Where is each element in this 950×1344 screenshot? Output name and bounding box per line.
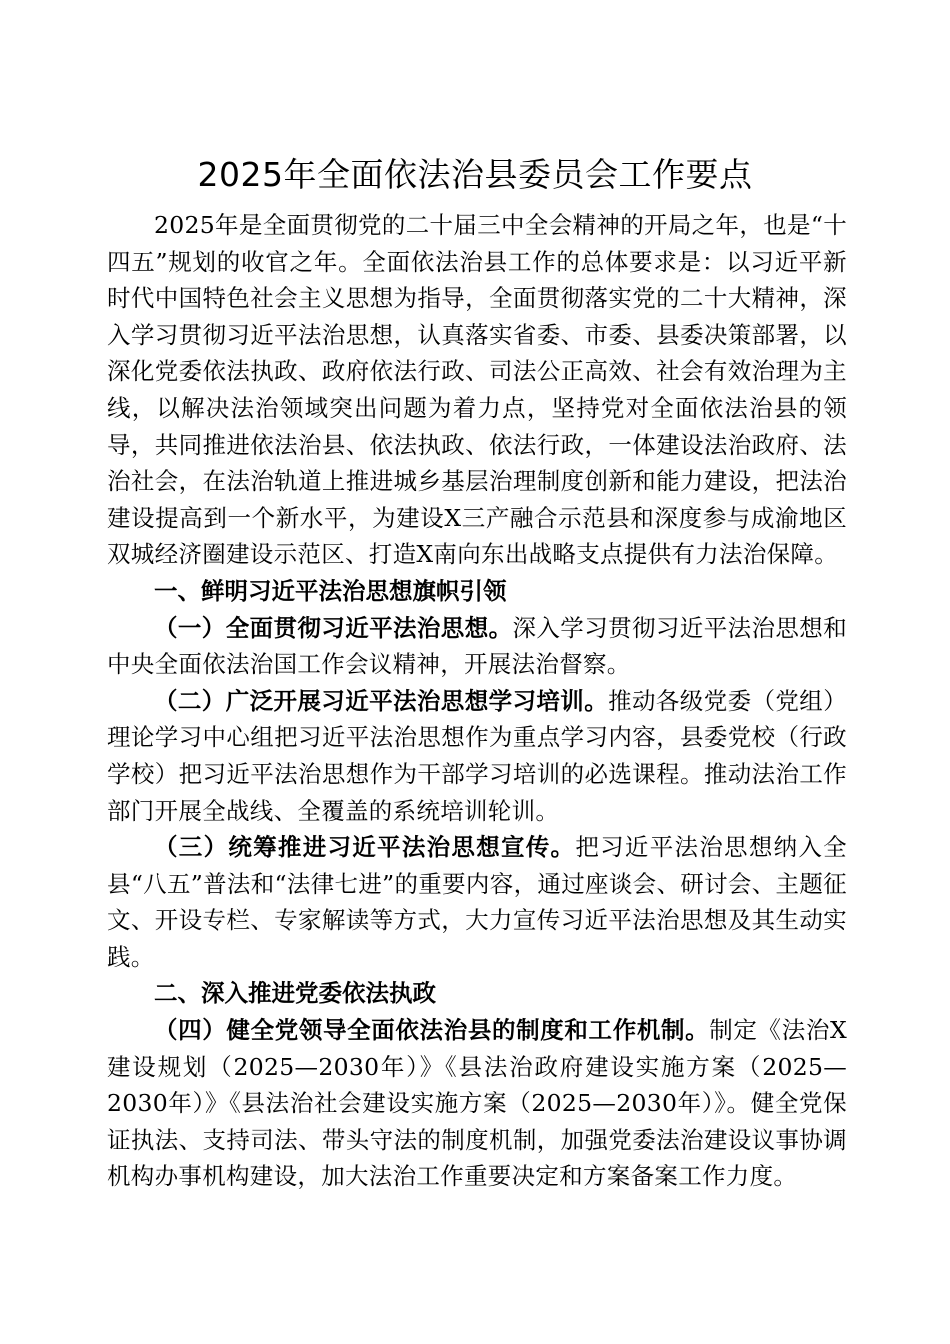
item-text-4: 制定《法治X建设规划（2025—2030年）》《县法治政府建设实施方案（2025—2030年）》《县法治社会建设实施方案（2025—2030年）》。健全党保证执法、支持司法、带头守法的制度机制，加强党委法治建设议事协调机构办事机构建设，加大法治工作重要决定和方案备案工作力度。 xyxy=(107,1016,848,1191)
item-lead-2: （二）广泛开展习近平法治思想学习培训。 xyxy=(154,686,609,715)
document-body xyxy=(107,207,847,1195)
item-paragraph-1 xyxy=(107,610,847,683)
item-lead-4: （四）健全党领导全面依法治县的制度和工作机制。 xyxy=(154,1016,710,1045)
item-paragraph-3 xyxy=(107,829,847,975)
item-lead-3: （三）统筹推进习近平法治思想宣传。 xyxy=(154,833,576,862)
item-lead-1: （一）全面贯彻习近平法治思想。 xyxy=(154,613,513,642)
item-paragraph-4 xyxy=(107,1012,847,1195)
intro-paragraph: 2025年是全面贯彻党的二十届三中全会精神的开局之年，也是“十四五”规划的收官之年。全面依法治县工作的总体要求是：以习近平新时代中国特色社会主义思想为指导，全面贯彻落实党的二十大精神，深入学习贯彻习近平法治思想，认真落实省委、市委、县委决策部署，以深化党委依法执政、政府依法行政、司法公正高效、社会有效治理为主线，以解决法治领域突出问题为着力点，坚持党对全面依法治县的领导，共同推进依法治县、依法执政、依法行政，一体建设法治政府、法治社会，在法治轨道上推进城乡基层治理制度创新和能力建设，把法治建设提高到一个新水平，为建设X三产融合示范县和深度参与成渝地区双城经济圈建设示范区、打造X南向东出战略支点提供有力法治保障。 xyxy=(107,211,847,569)
item-text-2: 推动各级党委（党组）理论学习中心组把习近平法治思想作为重点学习内容，县委党校（行政学校）把习近平法治思想作为干部学习培训的必选课程。推动法治工作部门开展全战线、全覆盖的系统培训轮训。 xyxy=(107,686,848,825)
document-title: 2025年全面依法治县委员会工作要点 xyxy=(197,155,753,195)
item-text-1: 深入学习贯彻习近平法治思想和中央全面依法治国工作会议精神，开展法治督察。 xyxy=(107,613,847,679)
section-heading-1: 一、鲜明习近平法治思想旗帜引领 xyxy=(154,576,507,605)
item-paragraph-2 xyxy=(107,683,847,829)
item-text-3: 把习近平法治思想纳入全县“八五”普法和“法律七进”的重要内容，通过座谈会、研讨会、主题征文、开设专栏、专家解读等方式，大力宣传习近平法治思想及其生动实践。 xyxy=(107,833,847,971)
section-heading-2: 二、深入推进党委依法执政 xyxy=(154,979,436,1008)
